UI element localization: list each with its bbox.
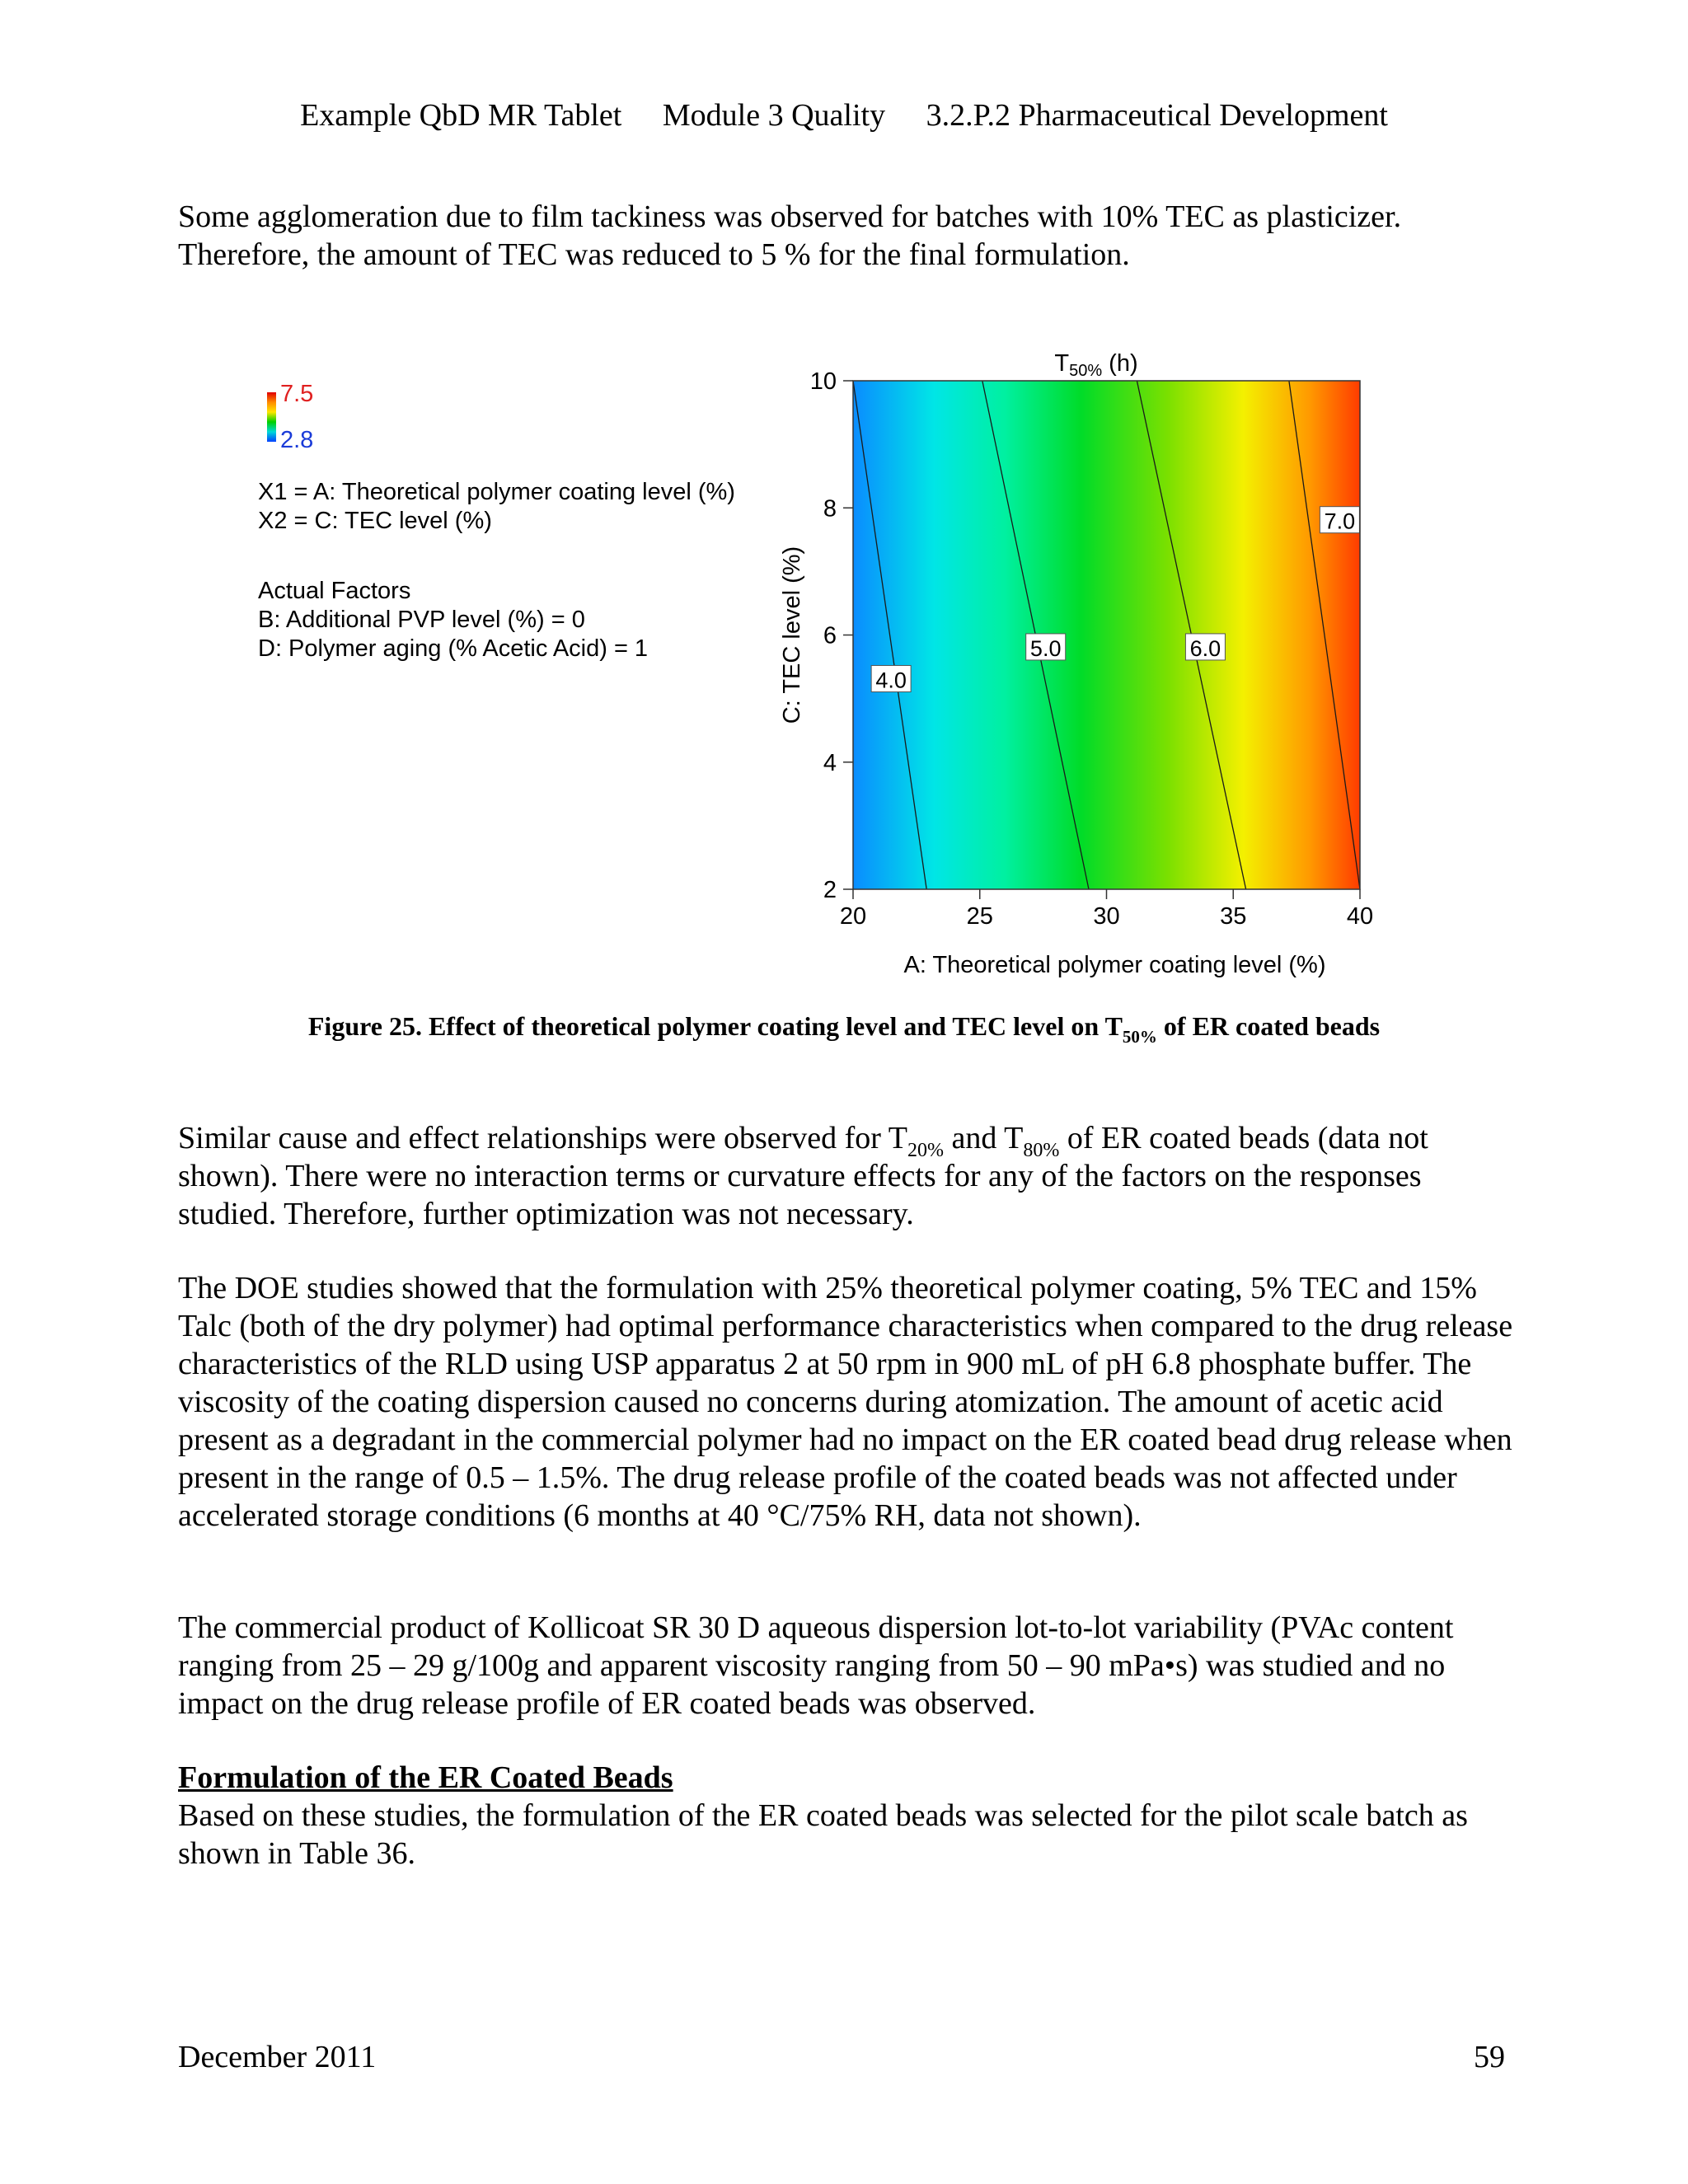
paragraph-formulation: Based on these studies, the formulation of the ER coated beads was selected for the pilot scale batch as shown in Table 36. bbox=[178, 1798, 1468, 1871]
x-tick-label: 40 bbox=[1346, 903, 1374, 930]
p2-text-1: Similar cause and effect relationships were observed for T bbox=[178, 1121, 907, 1155]
caption-sub: 50% bbox=[1122, 1027, 1157, 1047]
intro-line-1: Some agglomeration due to film tackiness was observed for batches with 10% TEC as plasticizer. bbox=[178, 199, 1402, 234]
page-number: 59 bbox=[1474, 2040, 1505, 2074]
heatmap-surface bbox=[853, 381, 1360, 889]
figure-caption bbox=[0, 1011, 1688, 1047]
x-axis-label: A: Theoretical polymer coating level (%) bbox=[903, 952, 1326, 978]
x-tick-label: 25 bbox=[966, 903, 993, 930]
x-tick-label: 20 bbox=[839, 903, 867, 930]
contour-label: 4.0 bbox=[875, 668, 907, 693]
factor-x1: X1 = A: Theoretical polymer coating level (%) bbox=[258, 479, 735, 505]
colorbar-min-label: 2.8 bbox=[280, 427, 314, 453]
header-doc-title: Example QbD MR Tablet bbox=[300, 98, 622, 133]
caption-prefix: Figure 25. Effect of theoretical polymer coating level and TEC level on T bbox=[307, 1011, 1123, 1041]
header-module: Module 3 Quality bbox=[662, 98, 886, 133]
y-tick-label: 8 bbox=[823, 495, 837, 523]
section-formulation bbox=[178, 1759, 1513, 1872]
header-section: 3.2.P.2 Pharmaceutical Development bbox=[926, 98, 1388, 133]
paragraph-doe-results: The DOE studies showed that the formulation with 25% theoretical polymer coating, 5% TEC and 15% Talc (both of the dry polymer) had optimal performance characteristics when compared to the drug release characteristics of the RLD using USP apparatus 2 at 50 rpm in 900 mL of pH 6.8 phosphate buffer. The viscosity of the coating dispersion caused no concerns during atomization. The amount of acetic acid present as a degradant in the commercial polymer had no impact on the ER coated bead drug release when present in the range of 0.5 – 1.5%. The drug release profile of the coated beads was not affected under accelerated storage conditions (6 months at 40 °C/75% RH, data not shown). bbox=[178, 1271, 1513, 1533]
x-tick-label: 35 bbox=[1220, 903, 1247, 930]
x-tick-label: 30 bbox=[1093, 903, 1120, 930]
chart-title-unit: (h) bbox=[1102, 350, 1138, 377]
y-tick-label: 2 bbox=[823, 877, 837, 903]
p2-text-3: of ER coated beads (data not shown). There were no interaction terms or curvature effects for any of the factors on the responses studied. Therefore, further optimization was not necessary. bbox=[178, 1121, 1428, 1231]
y-axis-label: C: TEC level (%) bbox=[779, 546, 805, 724]
y-tick-label: 6 bbox=[823, 622, 837, 649]
p2-sub-1: 20% bbox=[907, 1140, 944, 1161]
chart-title-main: T bbox=[1054, 350, 1070, 377]
contour-label: 7.0 bbox=[1324, 509, 1356, 534]
p2-sub-2: 80% bbox=[1023, 1140, 1060, 1161]
section-heading: Formulation of the ER Coated Beads bbox=[178, 1760, 673, 1795]
contour-chart bbox=[0, 0, 1688, 1005]
plot-area bbox=[810, 368, 1373, 930]
chart-title-sub: 50% bbox=[1069, 362, 1103, 380]
factor-x2: X2 = C: TEC level (%) bbox=[258, 508, 492, 534]
footer-date: December 2011 bbox=[178, 2040, 377, 2074]
factor-b: B: Additional PVP level (%) = 0 bbox=[258, 607, 585, 633]
paragraph-similar-effects bbox=[178, 1119, 1513, 1233]
page-footer bbox=[178, 2039, 1505, 2075]
colorbar-max-label: 7.5 bbox=[280, 381, 314, 407]
actual-factors-title: Actual Factors bbox=[258, 578, 411, 604]
contour-label: 5.0 bbox=[1029, 635, 1062, 661]
factor-d: D: Polymer aging (% Acetic Acid) = 1 bbox=[258, 635, 649, 662]
chart-title bbox=[1054, 350, 1137, 380]
y-tick-label: 4 bbox=[823, 749, 837, 776]
y-tick-label: 10 bbox=[809, 368, 837, 395]
contour-label: 6.0 bbox=[1189, 635, 1221, 661]
intro-line-2: Therefore, the amount of TEC was reduced to 5 % for the final formulation. bbox=[178, 237, 1130, 272]
p2-text-2: and T bbox=[943, 1121, 1024, 1155]
caption-suffix: of ER coated beads bbox=[1156, 1011, 1381, 1041]
paragraph-kollicoat: The commercial product of Kollicoat SR 30 D aqueous dispersion lot-to-lot variability (PVAc content ranging from 25 – 29 g/100g and apparent viscosity ranging from 50 – 90 mPa•s) was studied and no impact on the drug release profile of ER coated beads was observed. bbox=[178, 1610, 1454, 1721]
